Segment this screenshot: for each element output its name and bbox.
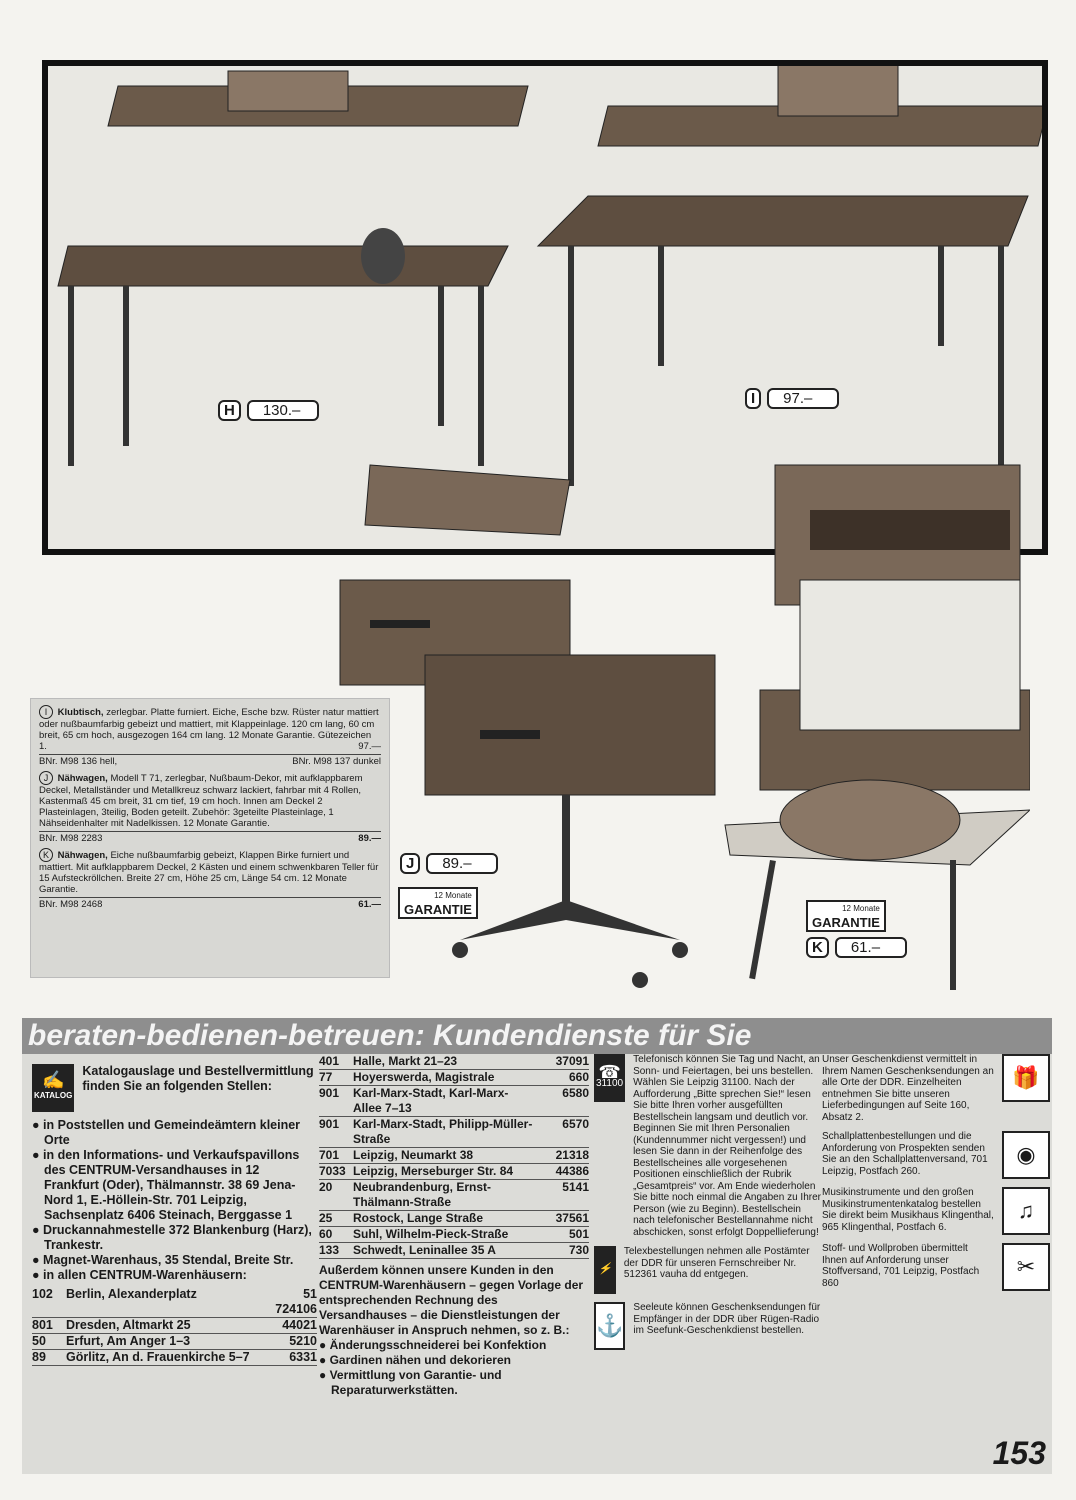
price-tag-H — [218, 400, 319, 421]
bnr-I-1: BNr. M98 136 hell, — [39, 756, 118, 767]
store-code: 801 — [32, 1318, 53, 1332]
telex-icon: ⚡ — [594, 1246, 616, 1294]
katalog-bullet-1-text: in Poststellen und Gemeindeämtern kleiner Orte — [43, 1118, 301, 1147]
store-name: Dresden, Altmarkt 25 — [66, 1318, 191, 1332]
price-J: 89.– — [426, 853, 498, 874]
katalog-bullet-4: ● Magnet-Warenhaus, 35 Stendal, Breite Str. — [32, 1253, 294, 1267]
store-row — [32, 1287, 317, 1318]
text-J: Modell T 71, zerlegbar, Nußbaum-Dekor, mit aufklappbarem Deckel, Metallständer und Metallkreuz schwarz lackiert, fahrbar mit 4 Rollen, Kastenmaß 45 cm breit, 31 cm tief, 19 cm hoch. Innen am Deckel 2 Plasteinlagen, 3teilig, Boden geteilt. Zubehör: 3geteilte Plasteinlage, 1 Nähseidenhalter mit Nadelkissen. 12 Monate Garantie. — [39, 773, 363, 829]
store-row — [32, 1350, 317, 1366]
title-J: Nähwagen, — [57, 773, 108, 784]
warenhaus-bullet: ● Vermittlung von Garantie- und Reparaturwerkstätten. — [319, 1368, 502, 1397]
bnr-row-I — [39, 754, 381, 767]
katalog-intro: Katalogauslage und Bestellvermittlung finden Sie an folgenden Stellen: — [82, 1064, 314, 1093]
price-row-J: 89.— — [358, 833, 381, 844]
record-icon: ◉ — [1002, 1131, 1050, 1179]
service-seefunk-text: Seeleute können Geschenksendungen für Empfänger in der DDR über Rügen-Radio im Seefunk-Geschenkdienst bestellen. — [633, 1302, 821, 1336]
services-right — [822, 1054, 1050, 1299]
store-phone: 730 — [568, 1243, 589, 1257]
service-stoff — [822, 1243, 1050, 1291]
gift-map-icon: 🎁 — [1002, 1054, 1050, 1102]
mark-K: K — [39, 848, 53, 862]
price-K: 61.– — [835, 937, 907, 958]
bnr-I-2: BNr. M98 137 dunkel — [292, 756, 381, 767]
garantie-months-K: 12 Monate — [842, 904, 880, 913]
services-middle — [594, 1054, 822, 1358]
warenhaus-bullet: ● Gardinen nähen und dekorieren — [319, 1353, 511, 1367]
stores-left-table — [32, 1287, 317, 1366]
store-row — [32, 1334, 317, 1350]
service-telex — [594, 1246, 822, 1294]
store-phone: 660 — [568, 1070, 589, 1084]
warenhaus-bullet-2-text: Gardinen nähen und dekorieren — [329, 1353, 511, 1367]
service-schallplatten-text: Schallplattenbestellungen und die Anforderung von Prospekten senden Sie an den Schallplattenversand, 701 Leipzig, Postfach 260. — [822, 1131, 988, 1177]
service-musik — [822, 1187, 1050, 1235]
description-I — [39, 705, 381, 767]
product-letter-K: K — [806, 937, 829, 958]
store-phone: 44386 — [555, 1164, 589, 1178]
mark-I: I — [39, 705, 53, 719]
page-number: 153 — [992, 1435, 1046, 1471]
store-code: 25 — [319, 1211, 333, 1225]
garantie-badge-J — [398, 887, 478, 919]
price-tag-J — [400, 853, 498, 874]
store-phone: 6580 — [562, 1086, 589, 1100]
store-phone: 5210 — [289, 1334, 317, 1348]
warenhaus-text: Außerdem können unsere Kunden in den CENTRUM-Warenhäusern – gegen Vorlage der entsprechenden Rechnung des Versandhauses – die Dienstleistungen der Warenhäuser in Anspruch nehmen, so z. B.: — [319, 1263, 584, 1337]
warenhaus-bullet: ● Änderungsschneiderei bei Konfektion — [319, 1338, 547, 1352]
product-letter-I: I — [745, 388, 761, 409]
store-name: Neubrandenburg, Ernst-Thälmann-Straße — [353, 1180, 492, 1209]
store-code: 77 — [319, 1070, 333, 1084]
service-seefunk — [594, 1302, 822, 1350]
warenhaus-bullet-1-text: Änderungsschneiderei bei Konfektion — [329, 1338, 547, 1352]
store-row — [319, 1086, 589, 1117]
bnr-J: BNr. M98 2283 — [39, 833, 103, 844]
bnr-K: BNr. M98 2468 — [39, 899, 103, 910]
store-phone: 37091 — [555, 1054, 589, 1068]
kundendienst-banner: beraten-bedienen-betreuen: Kundendienste für Sie — [22, 1018, 1052, 1054]
store-name: Suhl, Wilhelm-Pieck-Straße — [353, 1227, 509, 1241]
description-J — [39, 771, 381, 844]
scissors-icon: ✂ — [1002, 1243, 1050, 1291]
garantie-label-K: GARANTIE — [812, 915, 880, 930]
service-telefon-text: Telefonisch können Sie Tag und Nacht, an Sonn- und Feiertagen, bei uns bestellen. Wählen Sie Leipzig 31100. Nach der Aufforderung „Bitte sprechen Sie!“ lesen Sie bitte Ihren vorher ausgefüllten Bestellschein langsam und deutlich vor. Beginnen Sie mit Ihren Personalien (Kundennummer nicht vergessen!) und lesen Sie dann in der Reihenfolge des Bestellscheines alle vorgesehenen Positionen einschließlich der Rubrik „Gesamtpreis“ vor. Am Ende wiederholen Sie bitte noch einmal die Angaben zu Ihrer Person (wie zu Beginn). Bestellschein nach telefonischer Bestellannahme nicht abschicken, sonst erfolgt Doppellieferung! — [633, 1054, 821, 1238]
service-telefon — [594, 1054, 822, 1238]
store-row — [32, 1318, 317, 1334]
service-telex-text: Telexbestellungen nehmen alle Postämter der DDR für unseren Fernschreiber Nr. 512361 vauha dd entgegen. — [623, 1246, 810, 1280]
trumpet-icon: ♫ — [1002, 1187, 1050, 1235]
bnr-row-K — [39, 897, 381, 910]
katalog-header — [32, 1064, 317, 1112]
product-descriptions — [30, 698, 390, 978]
store-phone: 5141 — [562, 1180, 589, 1194]
product-letter-J: J — [400, 853, 420, 874]
store-phone: 6331 — [289, 1350, 317, 1364]
price-I: 97.– — [767, 388, 839, 409]
store-code: 901 — [319, 1086, 340, 1100]
service-stoff-text: Stoff- und Wollproben übermittelt Ihnen auf Anforderung unser Stoffversand, 701 Leipzig, Postfach 860 — [822, 1243, 980, 1289]
garantie-badge-K — [806, 900, 886, 932]
store-code: 901 — [319, 1117, 340, 1131]
katalog-bullet-2: ● in den Informations- und Verkaufspavillons des CENTRUM-Versandhauses in 12 Frankfurt (Oder), Thälmannstr. 38 69 Jena-Nord 1, E.-Höllein-Str. 701 Leipzig, Sachsenplatz 6406 Steinach, Berggasse 1 — [32, 1148, 300, 1222]
katalog-bullet-4-text: Magnet-Warenhaus, 35 Stendal, Breite Str. — [43, 1253, 294, 1267]
mark-J: J — [39, 771, 53, 785]
telephone-icon-number: 31100 — [596, 1078, 624, 1089]
sewing-carts-illustration — [330, 460, 1030, 1000]
katalog-column — [32, 1064, 317, 1366]
store-name: Erfurt, Am Anger 1–3 — [66, 1334, 191, 1348]
store-name: Rostock, Lange Straße — [353, 1211, 484, 1225]
store-row — [319, 1117, 589, 1148]
store-row — [319, 1164, 589, 1180]
store-code: 133 — [319, 1243, 340, 1257]
title-K: Nähwagen, — [57, 850, 108, 861]
store-name: Karl-Marx-Stadt, Karl-Marx-Allee 7–13 — [353, 1086, 509, 1115]
title-I: Klubtisch, — [57, 707, 104, 718]
stores-right-column — [319, 1054, 589, 1398]
katalog-bullet-3-text: Druckannahmestelle 372 Blankenburg (Harz), Trankestr. — [43, 1223, 312, 1252]
store-phone: 6570 — [562, 1117, 589, 1131]
service-geschenk-text: Unser Geschenkdienst vermittelt in Ihrem Namen Geschenksendungen an alle Orte der DDR. Einzelheiten entnehmen Sie bitte unseren Lieferbedingungen auf Seite 160, Absatz 2. — [822, 1054, 994, 1123]
katalog-bullet-1: ● in Poststellen und Gemeindeämtern kleiner Orte — [32, 1118, 301, 1147]
store-code: 20 — [319, 1180, 333, 1194]
store-phone: 51 724106 — [275, 1287, 317, 1316]
store-phone: 21318 — [555, 1148, 589, 1162]
store-name: Hoyerswerda, Magistrale — [353, 1070, 495, 1084]
price-tag-K — [806, 937, 907, 958]
text-K: Eiche nußbaumfarbig gebeizt, Klappen Birke furniert und mattiert. Mit aufklappbarem Deckel, 2 Kästen und einem schwenkbaren Teller für 15 Aufsteckröllchen. Breite 27 cm, Höhe 25 cm, Länge 54 cm. 12 Monate Garantie. — [39, 850, 379, 895]
price-row-K: 61.— — [358, 899, 381, 910]
store-name: Görlitz, An d. Frauenkirche 5–7 — [66, 1350, 250, 1364]
store-row — [319, 1211, 589, 1227]
text-I: zerlegbar. Platte furniert. Eiche, Esche bzw. Rüster natur mattiert oder nußbaumfarbig gebeizt und mattiert, mit Klappeinlage. 120 cm lang, 60 cm breit, 65 cm hoch, ausgezogen 164 cm lang. 12 Monate Garantie. Gütezeichen 1. — [39, 707, 379, 752]
store-code: 60 — [319, 1227, 333, 1241]
price-H: 130.– — [247, 400, 319, 421]
store-name: Leipzig, Merseburger Str. 84 — [353, 1164, 514, 1178]
description-K — [39, 848, 381, 910]
store-row — [319, 1148, 589, 1164]
store-name: Karl-Marx-Stadt, Philipp-Müller-Straße — [353, 1117, 533, 1146]
store-name: Berlin, Alexanderplatz — [66, 1287, 197, 1301]
store-name: Schwedt, Leninallee 35 A — [353, 1243, 496, 1257]
store-name: Halle, Markt 21–23 — [353, 1054, 458, 1068]
product-letter-H: H — [218, 400, 241, 421]
service-musik-text: Musikinstrumente und den großen Musikinstrumentenkatalog bestellen Sie direkt beim Musikhaus Klingenthal, 965 Klingenthal, Postfach 6. — [822, 1187, 994, 1233]
store-phone: 44021 — [282, 1318, 317, 1332]
katalog-bullet-5: ● in allen CENTRUM-Warenhäusern: — [32, 1268, 247, 1282]
store-row — [319, 1227, 589, 1243]
katalog-bullet-5-text: in allen CENTRUM-Warenhäusern: — [43, 1268, 247, 1282]
bnr-row-J — [39, 831, 381, 844]
katalog-icon-label: KATALOG — [34, 1091, 73, 1100]
radio-ship-icon: ⚓ — [594, 1302, 625, 1350]
store-code: 50 — [32, 1334, 46, 1348]
store-phone: 37561 — [555, 1211, 589, 1225]
store-code: 401 — [319, 1054, 340, 1068]
katalog-bullet-3: ● Druckannahmestelle 372 Blankenburg (Harz), Trankestr. — [32, 1223, 312, 1252]
store-row — [319, 1243, 589, 1259]
katalog-icon: ✍ KATALOG — [32, 1064, 74, 1112]
store-name: Leipzig, Neumarkt 38 — [353, 1148, 474, 1162]
store-code: 7033 — [319, 1164, 346, 1178]
service-schallplatten — [822, 1131, 1050, 1179]
katalog-bullet-2-text: in den Informations- und Verkaufspavillons des CENTRUM-Versandhauses in 12 Frankfurt (Oder), Thälmannstr. 38 69 Jena-Nord 1, E.-Höllein-Str. 701 Leipzig, Sachsenplatz 6406 Steinach, Berggasse 1 — [43, 1148, 300, 1222]
store-phone: 501 — [568, 1227, 589, 1241]
store-row — [319, 1054, 589, 1070]
garantie-label-J: GARANTIE — [404, 902, 472, 917]
price-tag-I — [745, 388, 839, 409]
store-code: 701 — [319, 1148, 340, 1162]
store-code: 102 — [32, 1287, 53, 1301]
warenhaus-bullet-3-text: Vermittlung von Garantie- und Reparaturwerkstätten. — [329, 1368, 502, 1397]
kundendienst-section — [22, 1054, 1052, 1474]
store-row — [319, 1180, 589, 1211]
garantie-months-J: 12 Monate — [434, 891, 472, 900]
store-code: 89 — [32, 1350, 46, 1364]
service-geschenk — [822, 1054, 1050, 1123]
price-inline-I: 97.— — [358, 741, 381, 752]
telephone-icon: ☎ 31100 — [594, 1054, 625, 1102]
store-row — [319, 1070, 589, 1086]
